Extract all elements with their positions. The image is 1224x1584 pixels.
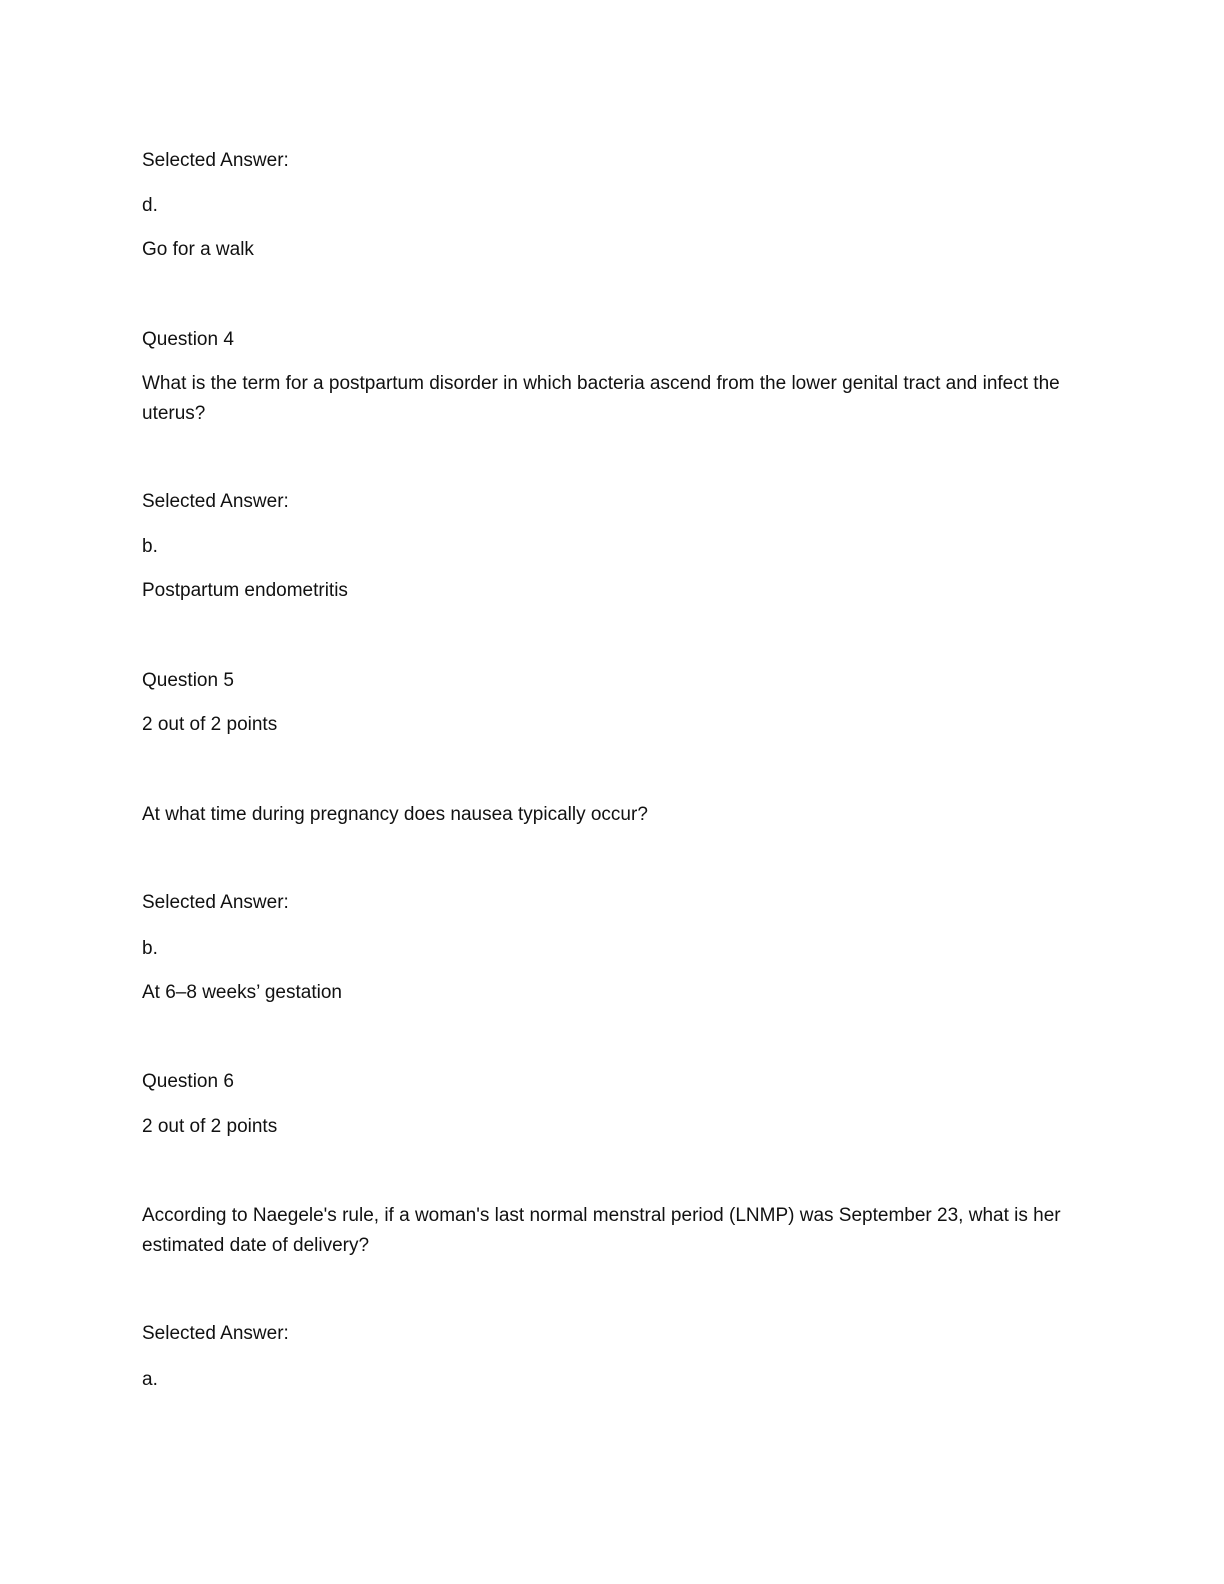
question-prompt: At what time during pregnancy does nausea typically occur? [142,804,648,825]
question-title: Question 6 [142,1071,234,1092]
selected-answer-label: Selected Answer: [142,892,289,913]
answer-text: Postpartum endometritis [142,580,348,601]
answer-text: At 6–8 weeks’ gestation [142,982,342,1003]
question-prompt: What is the term for a postpartum disorder in which bacteria ascend from the lower genital tract and infect the uterus? [142,373,1060,424]
answer-text: Go for a walk [142,239,254,260]
question-points: 2 out of 2 points [142,714,278,735]
answer-letter: b. [142,938,158,959]
answer-letter: d. [142,195,158,216]
answer-letter: a. [142,1369,158,1390]
question-title: Question 5 [142,670,234,691]
question-prompt: According to Naegele's rule, if a woman's last normal menstral period (LNMP) was September 23, what is her estimated date of delivery? [142,1205,1061,1256]
answer-letter: b. [142,536,158,557]
selected-answer-label: Selected Answer: [142,1323,289,1344]
question-title: Question 4 [142,329,234,350]
question-points: 2 out of 2 points [142,1116,278,1137]
selected-answer-label: Selected Answer: [142,491,289,512]
selected-answer-label: Selected Answer: [142,150,289,171]
